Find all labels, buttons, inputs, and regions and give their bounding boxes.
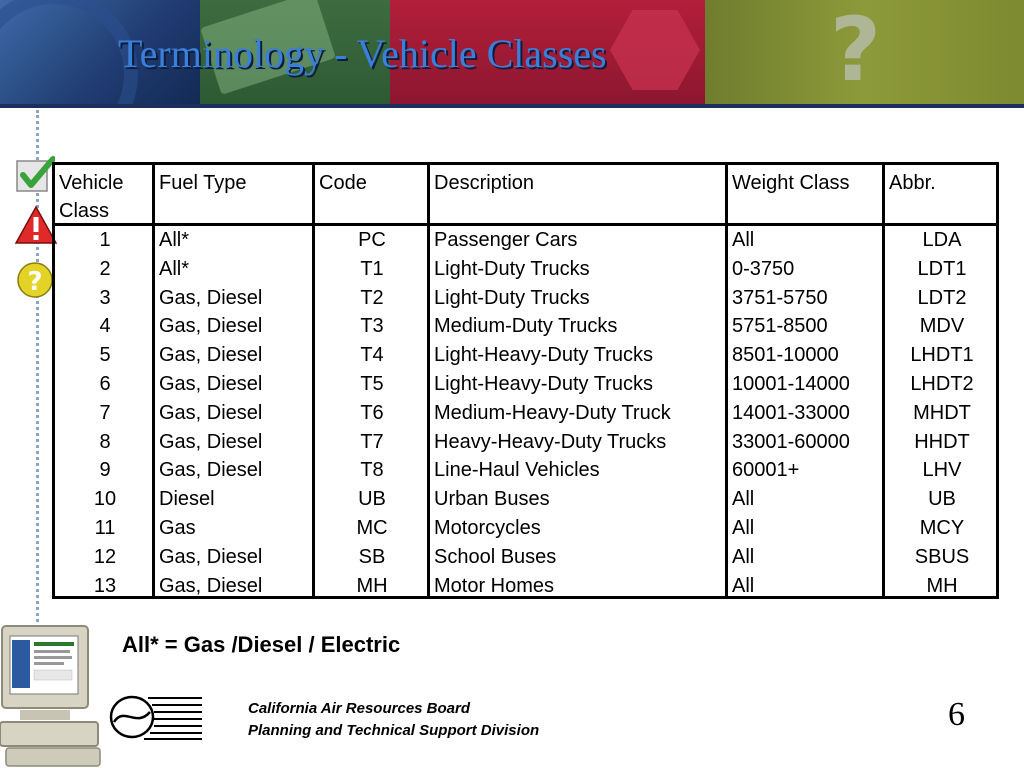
question-icon (16, 258, 54, 302)
header-code: Code (319, 172, 367, 194)
cell-weight-class: All (732, 574, 755, 597)
cell-description: Motor Homes (434, 574, 555, 597)
cell-vehicle-class: 7 (99, 401, 111, 424)
cell-weight-class: 8501-10000 (732, 344, 839, 367)
cell-abbr: UB (928, 488, 956, 511)
org-line-2: Planning and Technical Support Division (248, 722, 540, 739)
table-row (55, 255, 996, 284)
cell-fuel-type: Gas, Diesel (159, 373, 263, 395)
cell-code: PC (358, 229, 386, 251)
cell-code: UB (358, 488, 386, 511)
cell-weight-class: 0-3750 (732, 257, 795, 280)
cell-weight-class: All (732, 488, 755, 511)
cell-vehicle-class: 9 (99, 459, 111, 482)
table-row (55, 543, 996, 572)
cell-description: School Buses (434, 545, 557, 568)
cell-vehicle-class: 5 (99, 344, 111, 367)
cell-fuel-type: Gas, Diesel (159, 401, 263, 424)
cell-weight-class: 10001-14000 (732, 373, 850, 395)
header-abbr: Abbr. (889, 172, 936, 194)
cell-abbr: LDA (922, 229, 962, 251)
vehicle-classes-table (52, 162, 999, 599)
table-row (55, 514, 996, 543)
cell-vehicle-class: 8 (99, 430, 111, 453)
cell-code: T2 (360, 286, 384, 309)
cell-fuel-type: Gas, Diesel (159, 430, 263, 453)
carb-logo-icon (108, 692, 204, 742)
cell-abbr: LDT2 (917, 286, 967, 309)
banner-bottom-strip (0, 104, 1024, 108)
cell-code: SB (358, 545, 386, 568)
cell-weight-class: 3751-5750 (732, 286, 828, 309)
table-row (55, 226, 996, 255)
cell-vehicle-class: 12 (93, 545, 117, 568)
cell-code: MH (356, 574, 388, 597)
table-row (55, 485, 996, 514)
cell-vehicle-class: 11 (94, 517, 116, 539)
cell-vehicle-class: 4 (99, 315, 111, 338)
cell-fuel-type: Gas, Diesel (159, 459, 263, 482)
header-vehicle-class-line1: Vehicle (59, 172, 124, 194)
footnote: All* = Gas /Diesel / Electric (122, 632, 401, 657)
cell-abbr: MH (926, 574, 958, 597)
cell-weight-class: 14001-33000 (732, 401, 850, 424)
cell-abbr: MDV (919, 315, 965, 338)
cell-vehicle-class: 13 (93, 574, 117, 597)
cell-weight-class: 33001-60000 (732, 430, 850, 453)
cell-fuel-type: Gas (159, 517, 196, 539)
header-vehicle-class-line2: Class (59, 200, 110, 222)
computer-icon (0, 624, 102, 768)
cell-fuel-type: Gas, Diesel (159, 545, 263, 568)
cell-code: T8 (360, 459, 384, 482)
cell-fuel-type: Gas, Diesel (159, 315, 263, 338)
cell-code: T3 (360, 315, 384, 338)
cell-weight-class: All (732, 545, 755, 568)
header-fuel-type: Fuel Type (159, 172, 247, 194)
cell-vehicle-class: 1 (99, 229, 111, 251)
table-row (55, 284, 996, 313)
cell-abbr: SBUS (914, 545, 970, 568)
cell-fuel-type: All* (159, 257, 190, 280)
organization-name (248, 698, 539, 742)
cell-description: Line-Haul Vehicles (434, 459, 600, 482)
cell-description: Urban Buses (434, 488, 550, 511)
cell-code: T6 (360, 401, 384, 424)
cell-description: Light-Duty Trucks (434, 286, 590, 309)
cell-description: Light-Duty Trucks (434, 257, 590, 280)
svg-text:?: ? (27, 267, 43, 297)
table-row (55, 312, 996, 341)
cell-weight-class: 5751-8500 (732, 315, 828, 338)
table-row (55, 572, 996, 601)
header-vehicle-class (59, 169, 124, 225)
table-row (55, 456, 996, 485)
cell-abbr: HHDT (914, 430, 970, 453)
slide-title: Terminology - Vehicle Classes (118, 31, 607, 76)
cell-abbr: LHDT1 (910, 344, 974, 367)
page-number: 6 (948, 696, 965, 733)
cell-description: Medium-Heavy-Duty Truck (434, 401, 671, 424)
cell-code: T1 (360, 257, 384, 280)
cell-fuel-type: All* (159, 229, 190, 251)
cell-fuel-type: Gas, Diesel (159, 574, 263, 597)
cell-description: Light-Heavy-Duty Trucks (434, 344, 653, 367)
cell-abbr: LHV (922, 459, 962, 482)
cell-code: T7 (360, 430, 384, 453)
cell-code: T5 (360, 373, 384, 395)
org-line-1: California Air Resources Board (248, 700, 471, 717)
cell-vehicle-class: 6 (99, 373, 111, 395)
table-row (55, 341, 996, 370)
cell-fuel-type: Gas, Diesel (159, 286, 263, 309)
cell-code: MC (356, 517, 388, 539)
cell-fuel-type: Diesel (159, 488, 215, 511)
cell-abbr: MHDT (913, 401, 971, 424)
cell-abbr: LHDT2 (910, 373, 974, 395)
cell-abbr: LDT1 (917, 257, 967, 280)
cell-weight-class: All (732, 229, 755, 251)
cell-vehicle-class: 2 (99, 257, 111, 280)
checkmark-icon (15, 155, 55, 195)
question-mark-graphic: ? (830, 0, 882, 101)
cell-description: Passenger Cars (434, 229, 578, 251)
cell-weight-class: All (732, 517, 755, 539)
header-weight-class: Weight Class (732, 172, 850, 194)
cell-vehicle-class: 10 (93, 488, 117, 511)
cell-abbr: MCY (919, 517, 965, 539)
cell-fuel-type: Gas, Diesel (159, 344, 263, 367)
table-row (55, 370, 996, 399)
cell-vehicle-class: 3 (99, 286, 111, 309)
cell-description: Medium-Duty Trucks (434, 315, 618, 338)
header-description: Description (434, 172, 535, 194)
table-row (55, 399, 996, 428)
cell-description: Light-Heavy-Duty Trucks (434, 373, 653, 395)
table-header (55, 165, 996, 226)
cell-description: Heavy-Heavy-Duty Trucks (434, 430, 667, 453)
cell-code: T4 (360, 344, 384, 367)
table-row (55, 428, 996, 457)
cell-weight-class: 60001+ (732, 459, 800, 482)
cell-description: Motorcycles (434, 517, 541, 539)
